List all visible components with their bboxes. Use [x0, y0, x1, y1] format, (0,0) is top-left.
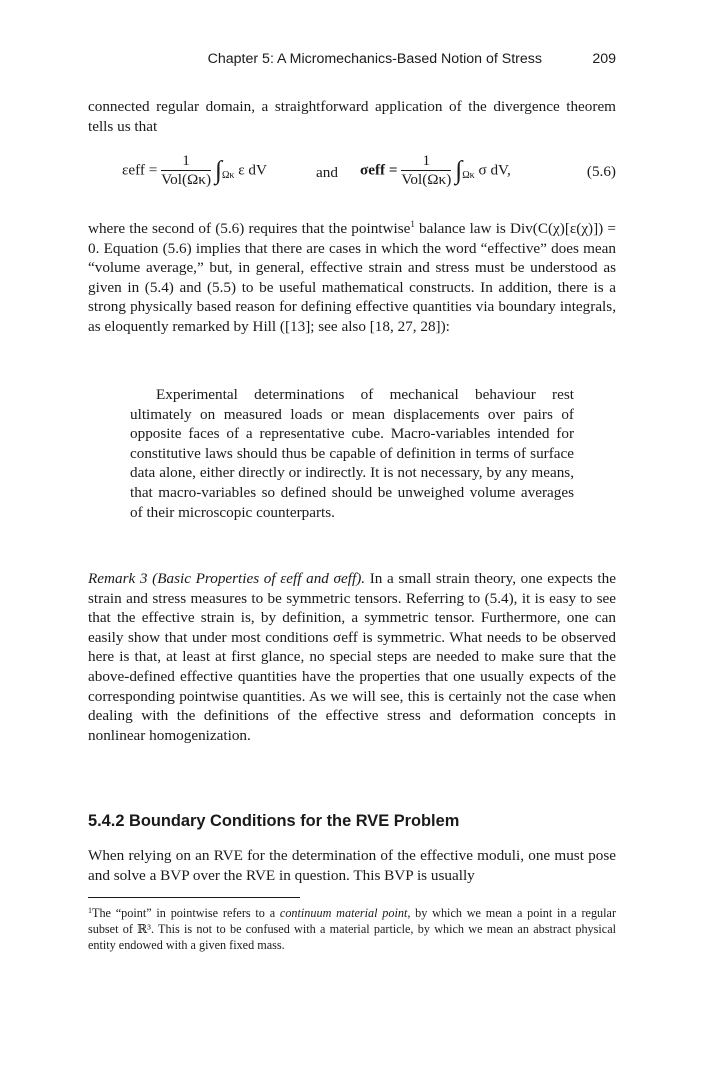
- paragraph-balance-law: [88, 215, 616, 337]
- section-heading: 5.4.2 Boundary Conditions for the RVE Problem: [88, 812, 460, 830]
- integrand-eps: ε dV: [238, 161, 267, 179]
- block-quote-hill: [130, 385, 574, 522]
- paragraph-intro: connected regular domain, a straightforward application of the divergence theorem tells us that: [88, 98, 616, 135]
- footnote-ref[interactable]: 1: [410, 219, 415, 229]
- sigma-eff-lhs: σeff =: [360, 161, 398, 179]
- integral-sign: ∫: [214, 155, 222, 185]
- fraction-num: 1: [161, 152, 211, 171]
- equation-5-6: [88, 152, 616, 196]
- footnote-emphasis: continuum material point: [279, 906, 408, 920]
- running-title: Chapter 5: A Micromechanics-Based Notion of Stress: [207, 51, 542, 67]
- remark-title: Remark 3 (Basic Properties of εeff and σeff).: [88, 570, 366, 587]
- remark-body: In a small strain theory, one expects the strain and stress measures to be symmetric tensors. Referring to (5.4), it is easy to see that the effective strain is, by definition, a symmetric tensor. Furthermore, one can easily show that under most conditions σeff is symmetric. What needs to be observed here is that, at least at first glance, no special steps are needed to make sure that the above-defined effective quantities have the properties that one usually expects of the corresponding pointwise quantities. As we will see, this is certainly not the case when dealing with the definitions of the effective stress and deformation concepts in nonlinear homogenization.: [88, 570, 616, 744]
- integral-domain: Ωκ: [221, 169, 235, 181]
- integral-sign: ∫: [455, 155, 463, 185]
- footnote-1: [88, 903, 616, 953]
- footnote-mark: 1: [88, 906, 92, 915]
- footnote-text: , by which we mean a point in a regular subset of ℝ³. This is not to be confused with a material particle, by which we mean an abstract physical entity endowed with a given fixed mass.: [88, 906, 616, 952]
- paragraph-text: balance law is Div(C(χ)[ε(χ)]) = 0. Equation (5.6) implies that there are cases in which the word “effective” does mean “volume average,” but, in general, effective strain and stress must be understood as given in (5.4) and (5.5) to be useful mathematical constructs. In addition, there is a strong physically based reason for defining effective quantities via boundary integrals, as eloquently remarked by Hill ([13]; see also [18, 27, 28]):: [88, 220, 616, 336]
- page-number: 209: [592, 51, 616, 67]
- equation-number: (5.6): [586, 163, 616, 180]
- equation-left: [122, 152, 267, 189]
- footnote-rule: [88, 897, 300, 898]
- fraction-1: [161, 152, 211, 189]
- equation-right: [360, 152, 511, 189]
- quote-text: Experimental determinations of mechanical behaviour rest ultimately on measured loads or mean displacements over pairs of opposite faces of a representative cube. Macro-variables intended for constitutive laws should thus be capable of definition in terms of surface data alone, either directly or indirectly. It is not necessary, by any means, that macro-variables so defined should be unweighed volume averages of their microscopic counterparts.: [130, 386, 574, 521]
- fraction-num: 1: [401, 152, 451, 171]
- fraction-2: [401, 152, 451, 189]
- remark-3: [88, 569, 616, 745]
- integral-domain: Ωκ: [462, 169, 475, 181]
- paragraph-rve: When relying on an RVE for the determination of the effective moduli, one must pose and solve a BVP over the RVE in question. This BVP is usually: [88, 847, 616, 884]
- paragraph-text: where the second of (5.6) requires that the pointwise: [88, 220, 411, 238]
- eps-eff-lhs: εeff =: [122, 161, 158, 179]
- equation-connector: and: [316, 164, 338, 181]
- fraction-den: Vol(Ωκ): [401, 171, 452, 188]
- integrand-sigma: σ dV,: [478, 161, 511, 179]
- footnote-text: The “point” in pointwise refers to a: [92, 906, 280, 920]
- fraction-den: Vol(Ωκ): [161, 171, 212, 188]
